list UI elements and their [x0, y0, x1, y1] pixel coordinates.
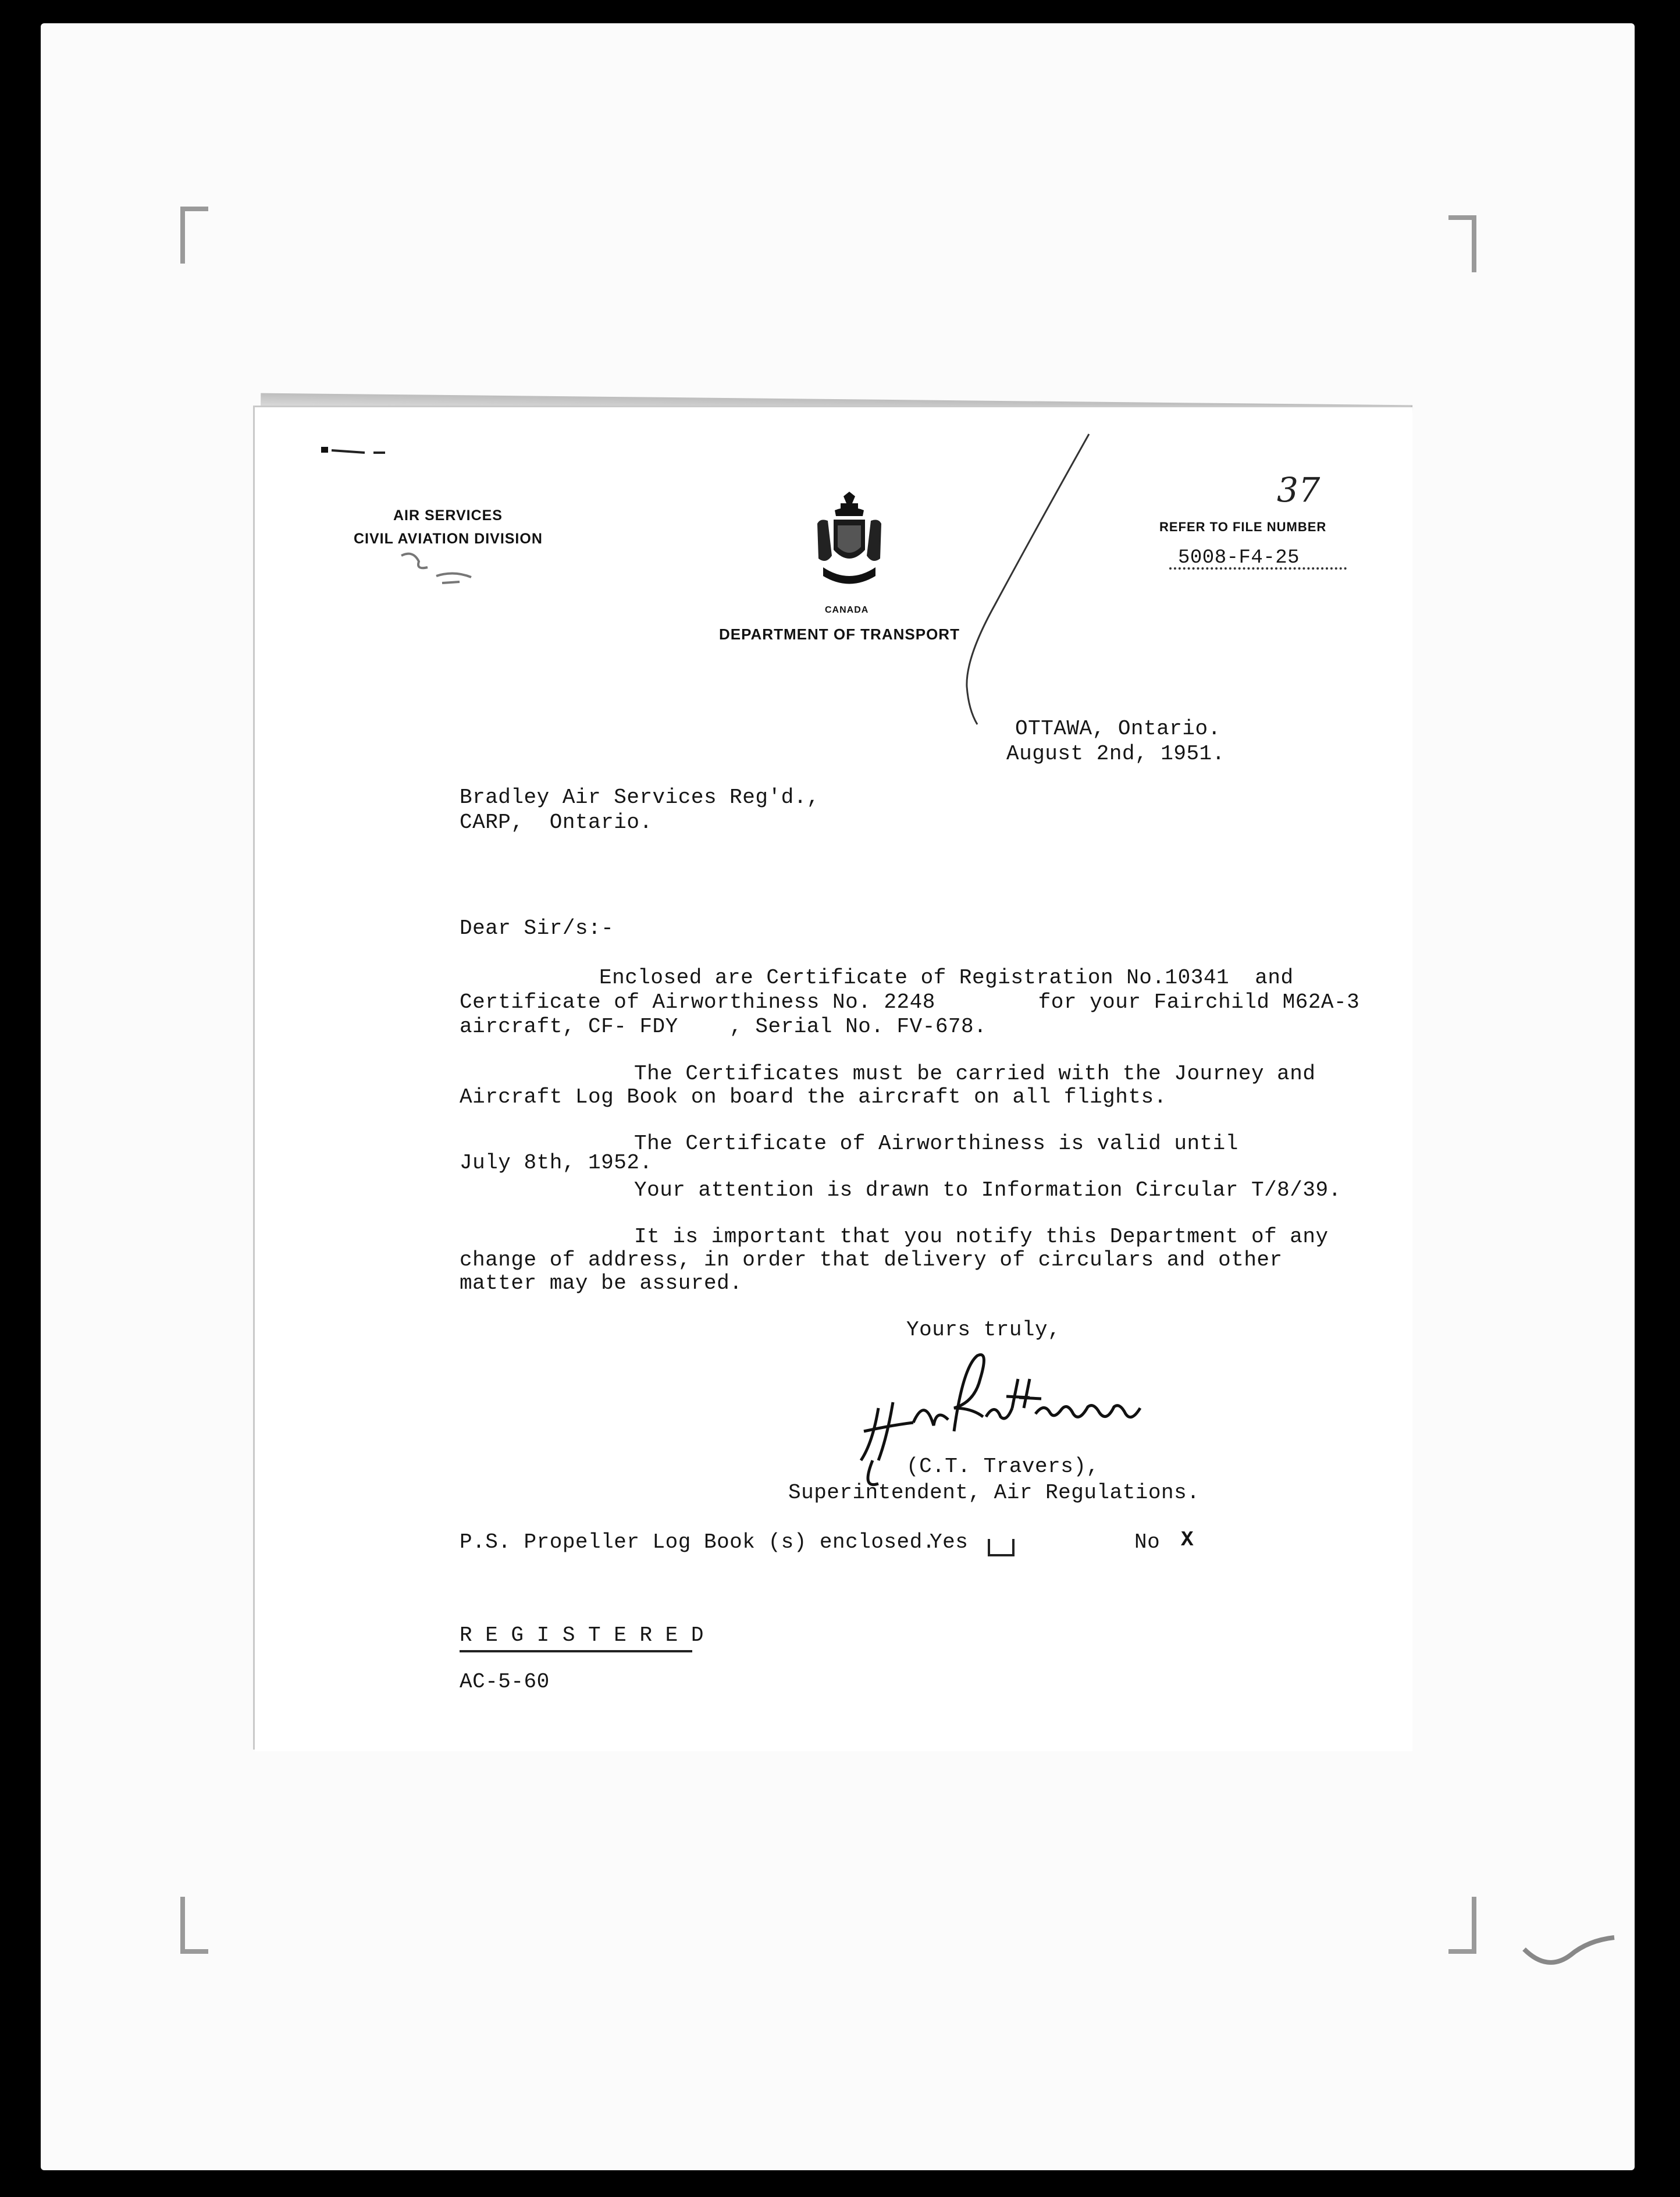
header-refer-to-file-number: REFER TO FILE NUMBER	[1159, 520, 1327, 534]
registered-label: R E G I S T E R E D	[460, 1623, 704, 1647]
place-line: OTTAWA, Ontario.	[1015, 717, 1221, 741]
postscript-no-label: No	[1134, 1530, 1161, 1554]
handwritten-page-number: 37	[1277, 470, 1320, 510]
crop-mark-bottom-right	[1448, 1897, 1476, 1954]
salutation: Dear Sir/s:-	[460, 916, 614, 940]
file-number-underline	[1169, 567, 1347, 570]
header-civil-aviation-division: CIVIL AVIATION DIVISION	[354, 531, 543, 547]
recipient-line-1: Bradley Air Services Reg'd.,	[460, 785, 820, 809]
paragraph-1-line-2: Certificate of Airworthiness No. 2248 for your Fairchild M62A-3	[460, 990, 1360, 1014]
signatory-name: (C.T. Travers),	[906, 1455, 1099, 1478]
header-canada: CANADA	[825, 605, 869, 615]
postscript-text: P.S. Propeller Log Book (s) enclosed.	[460, 1530, 935, 1554]
paragraph-1-line-1: Enclosed are Certificate of Registration No.10341 and	[599, 966, 1294, 990]
registered-underline	[460, 1650, 692, 1652]
recipient-line-2: CARP, Ontario.	[460, 810, 653, 834]
paragraph-4: Your attention is drawn to Information Circular T/8/39.	[634, 1178, 1341, 1202]
postscript-no-mark: X	[1181, 1528, 1194, 1552]
postscript-yes-checkbox	[988, 1539, 1015, 1556]
postscript-yes-label: Yes	[930, 1530, 969, 1554]
paragraph-3-line-1: The Certificate of Airworthiness is valid until	[634, 1132, 1238, 1156]
crop-mark-top-right	[1448, 215, 1476, 272]
coat-of-arms-icon	[811, 492, 887, 593]
header-department-of-transport: DEPARTMENT OF TRANSPORT	[719, 625, 960, 643]
paragraph-5-line-1: It is important that you notify this Department of any	[634, 1225, 1329, 1249]
signatory-title: Superintendent, Air Regulations.	[788, 1481, 1200, 1505]
paragraph-2-line-2: Aircraft Log Book on board the aircraft on all flights.	[460, 1085, 1167, 1109]
paragraph-5-line-2: change of address, in order that delivery of circulars and other	[460, 1248, 1283, 1272]
stamp-smudge	[396, 547, 489, 599]
paragraph-2-line-1: The Certificates must be carried with the Journey and	[634, 1062, 1316, 1086]
file-number: 5008-F4-25	[1178, 547, 1300, 569]
paragraph-3-line-2: July 8th, 1952.	[460, 1151, 653, 1175]
crop-mark-bottom-left	[180, 1897, 208, 1954]
date-line: August 2nd, 1951.	[1006, 742, 1225, 766]
paragraph-1-line-3: aircraft, CF- FDY , Serial No. FV-678.	[460, 1015, 987, 1039]
film-scratch	[1512, 1920, 1629, 1990]
form-code: AC-5-60	[460, 1670, 550, 1694]
valediction: Yours truly,	[906, 1318, 1061, 1342]
header-air-services: AIR SERVICES	[393, 507, 503, 524]
pen-stroke-line	[954, 431, 1094, 733]
paragraph-5-line-3: matter may be assured.	[460, 1271, 743, 1295]
crop-mark-top-left	[180, 207, 208, 264]
margin-mark	[321, 442, 403, 465]
